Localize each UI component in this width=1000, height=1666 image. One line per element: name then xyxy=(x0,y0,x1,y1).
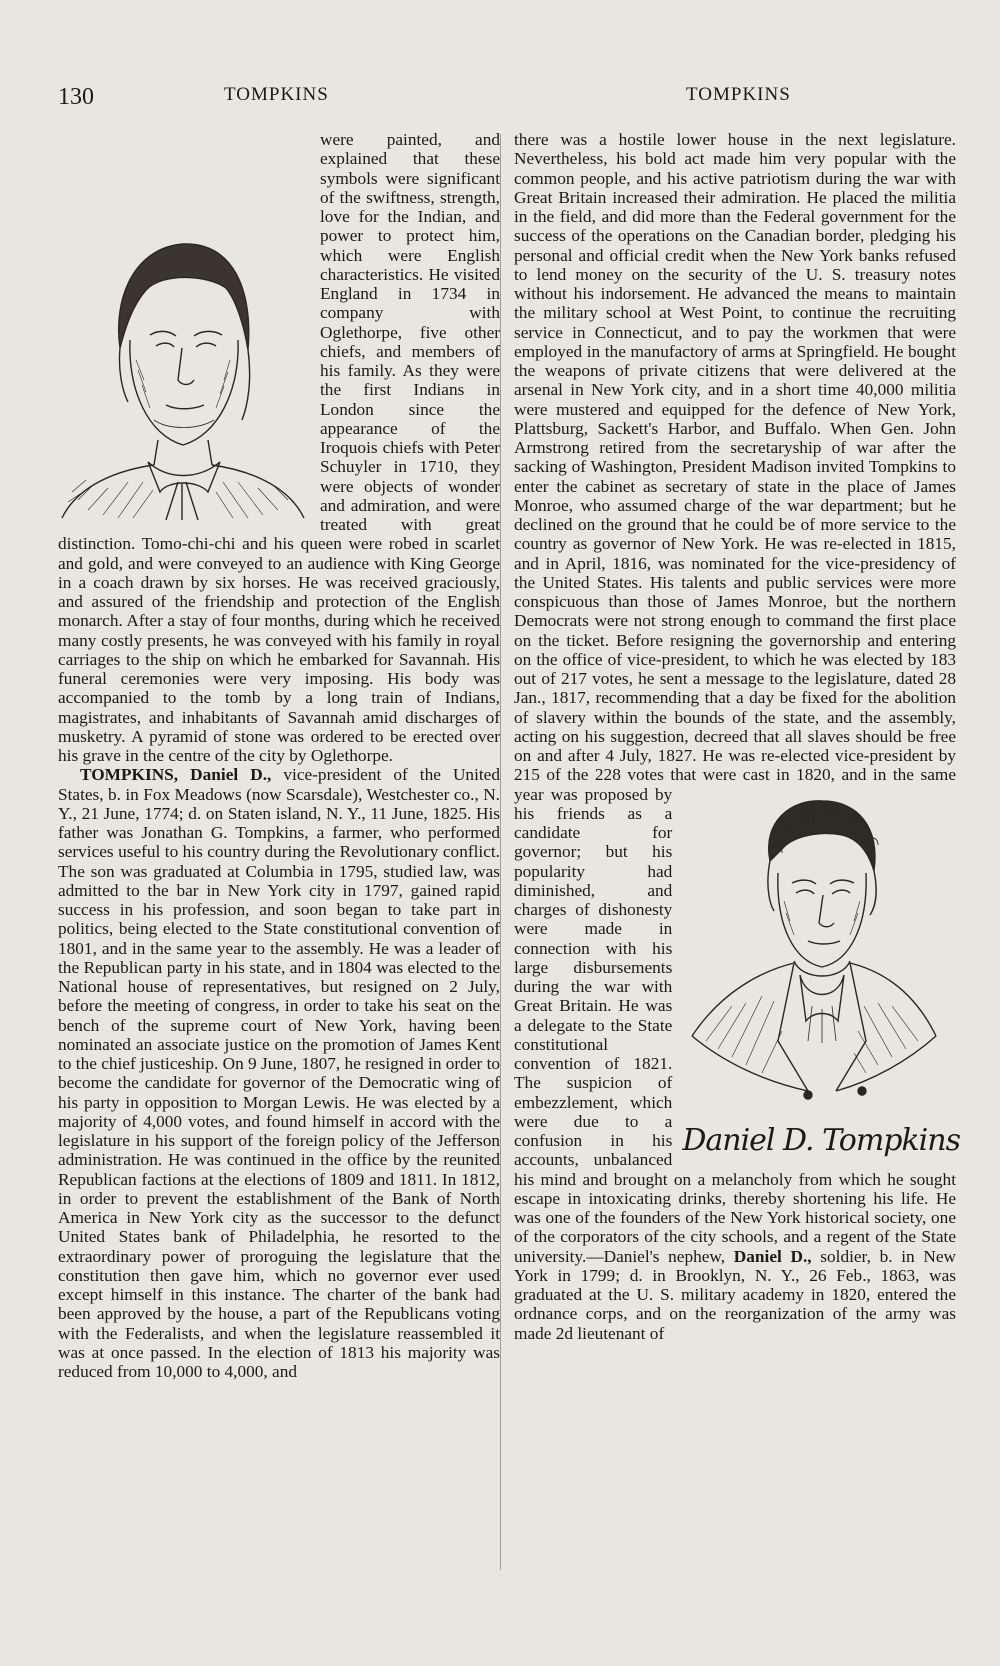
column-rule xyxy=(500,134,501,1570)
page-number: 130 xyxy=(58,84,94,110)
tompkins-portrait xyxy=(682,791,960,1158)
tomochichi-portrait xyxy=(58,230,308,520)
portrait-engraving-icon xyxy=(682,791,944,1121)
tompkins-entry xyxy=(58,765,500,1381)
right-column xyxy=(514,130,960,1343)
right-text-b: and in the same year was proposed by his friends as a candidate for governor; but his popularity had diminished, and charges of dishonesty were made in connection with his large disbursements during the war with Great Britain. He was a delegate to the State constitutional convention of 1821. The suspicion of embezzlement, which were due to a confusion in his accounts, unbalanced his mind and brought on a melancholy from which he sought escape in intoxicating drinks, thereby shortening his life. He was one of the founders of the New York historical society, one of the corporators of the city schools, and a regent of the State university.—Daniel's nephew, xyxy=(514,765,956,1266)
entry-headword: TOMPKINS, Daniel D., xyxy=(80,765,272,785)
right-text-a: there was a hostile lower house in the next legislature. Nevertheless, his bold act made him very popular with the common people, and his active patriotism during the war with Great Britain increased their admiration. He placed the militia in the field, and did more than the Federal government for the success of the operations on the Canadian border, pledging his personal and official credit when the New York banks refused to lend money on the security of the U. S. treasury notes without his indorsement. He advanced the means to maintain the military school at West Point, to continue the recruiting service in Connecticut, and to pay the workmen that were employed in the manufactory of arms at Springfield. He bought the weapons of private citizens that were delivered at the arsenal in New York city, and in a short time 40,000 militia were mustered and equipped for the defence of New York, Plattsburg, Sackett's Harbor, and Buffalo. When Gen. John Armstrong retired from the secretaryship of war after the sacking of Washington, President Madison invited Tompkins to enter the cabinet as secretary of state in the place of James Monroe, who assumed charge of the war department; but he declined on the ground that he could be of more service to the country as governor of New York. He was re-elected in 1815, and in April, 1816, was nominated for the vice-presidency of the United States. His talents and public services were more conspicuous than those of James Monroe, but the northern Democrats were not strong enough to command the first place on the ticket. Before resigning the governorship and entering on the office of vice-president, to which he was elected by 183 out of 217 votes, he sent a message to the legislature, dated 28 Jan., 1817, recommending that a day be fixed for the abolition of slavery within the bounds of the state, and the assembly, acting on his suggestion, decreed that all slaves should be free on and after 4 July, 1827. He was re-elected vice-president by 215 of the 228 votes that were cast in 1820, xyxy=(514,130,956,785)
right-running-head: TOMPKINS xyxy=(686,84,791,105)
right-paragraph xyxy=(514,130,960,1343)
running-header xyxy=(0,84,1000,114)
continued-paragraph: were painted, and explained that these symbols were significant of the swiftness, strength, love for the Indian, and power to protect him, which were English characteristics. He visited England in 1734 in company with Oglethorpe, five other chiefs, and members of his family. As they were the first Indians in London since the appearance of the Iroquois chiefs with Peter Schuyler in 1710, they were objects of wonder and admiration, and were treated with great distinction. Tomo-chi-chi and his queen were robed in scarlet and gold, and were conveyed to an audience with King George in a coach drawn by six horses. He was received graciously, and assured of the friendship and protection of the English monarch. After a stay of four months, during which he received many costly presents, he was conveyed with his family in royal carriages to the ship on which he embarked for Savannah. His funeral ceremonies were very imposing. His body was accompanied to the tomb by a long train of Indians, magistrates, and inhabitants of Savannah amid discharges of musketry. A pyramid of stone was ordered to be erected over his grave in the centre of the city by Oglethorpe. xyxy=(58,130,500,765)
right-text-c: soldier, b. in New York in 1799; d. in Brooklyn, N. Y., 26 Feb., 1863, was graduated at the U. S. military academy in 1820, entered the ordnance corps, and on the reorganization of the army was made 2d lieutenant of xyxy=(514,1246,956,1343)
left-column xyxy=(58,130,500,1381)
entry-body: vice-president of the United States, b. in Fox Meadows (now Scarsdale), Westchester co., N. Y., 21 June, 1774; d. on Staten island, N. Y., 11 June, 1825. His father was Jonathan G. Tompkins, a farmer, who performed services useful to his country during the Revolutionary conflict. The son was graduated at Columbia in 1795, studied law, was admitted to the bar in New York city in 1797, gained rapid success in his profession, and soon began to take part in politics, being elected to the State constitutional convention of 1801, and in the same year to the assembly. He was a leader of the Republican party in his state, and in 1804 was elected to the National house of representatives, but resigned on 2 July, before the meeting of congress, in order to take his seat on the bench of the supreme court of New York, having been nominated an associate justice on the promotion of James Kent to the chief justiceship. On 9 June, 1807, he resigned in order to become the candidate for governor of the Democratic wing of his party in opposition to Morgan Lewis. He was elected by a majority of 4,000 votes, and found himself in accord with the legislature in his support of the foreign policy of the Jefferson administration. He was continued in the office by the reunited Republican factions at the elections of 1809 and 1811. In 1812, in order to prevent the establishment of the Bank of North America in New York city as the successor to the defunct United States bank of Philadelphia, he resorted to the extraordinary power of proroguing the legislature that the constitution then gave him, which no governor ever used except himself in this instance. The charter of the bank had been approved by the house, a part of the Republicans voting with the Federalists, and when the legislature reassembled it was at once passed. In the election of 1813 his majority was reduced from 10,000 to 4,000, and xyxy=(58,765,501,1381)
signature: Daniel D. Tompkins xyxy=(682,1122,960,1158)
portrait-engraving-icon xyxy=(58,230,308,520)
left-running-head: TOMPKINS xyxy=(224,84,329,105)
nephew-headword: Daniel D., xyxy=(733,1246,812,1266)
